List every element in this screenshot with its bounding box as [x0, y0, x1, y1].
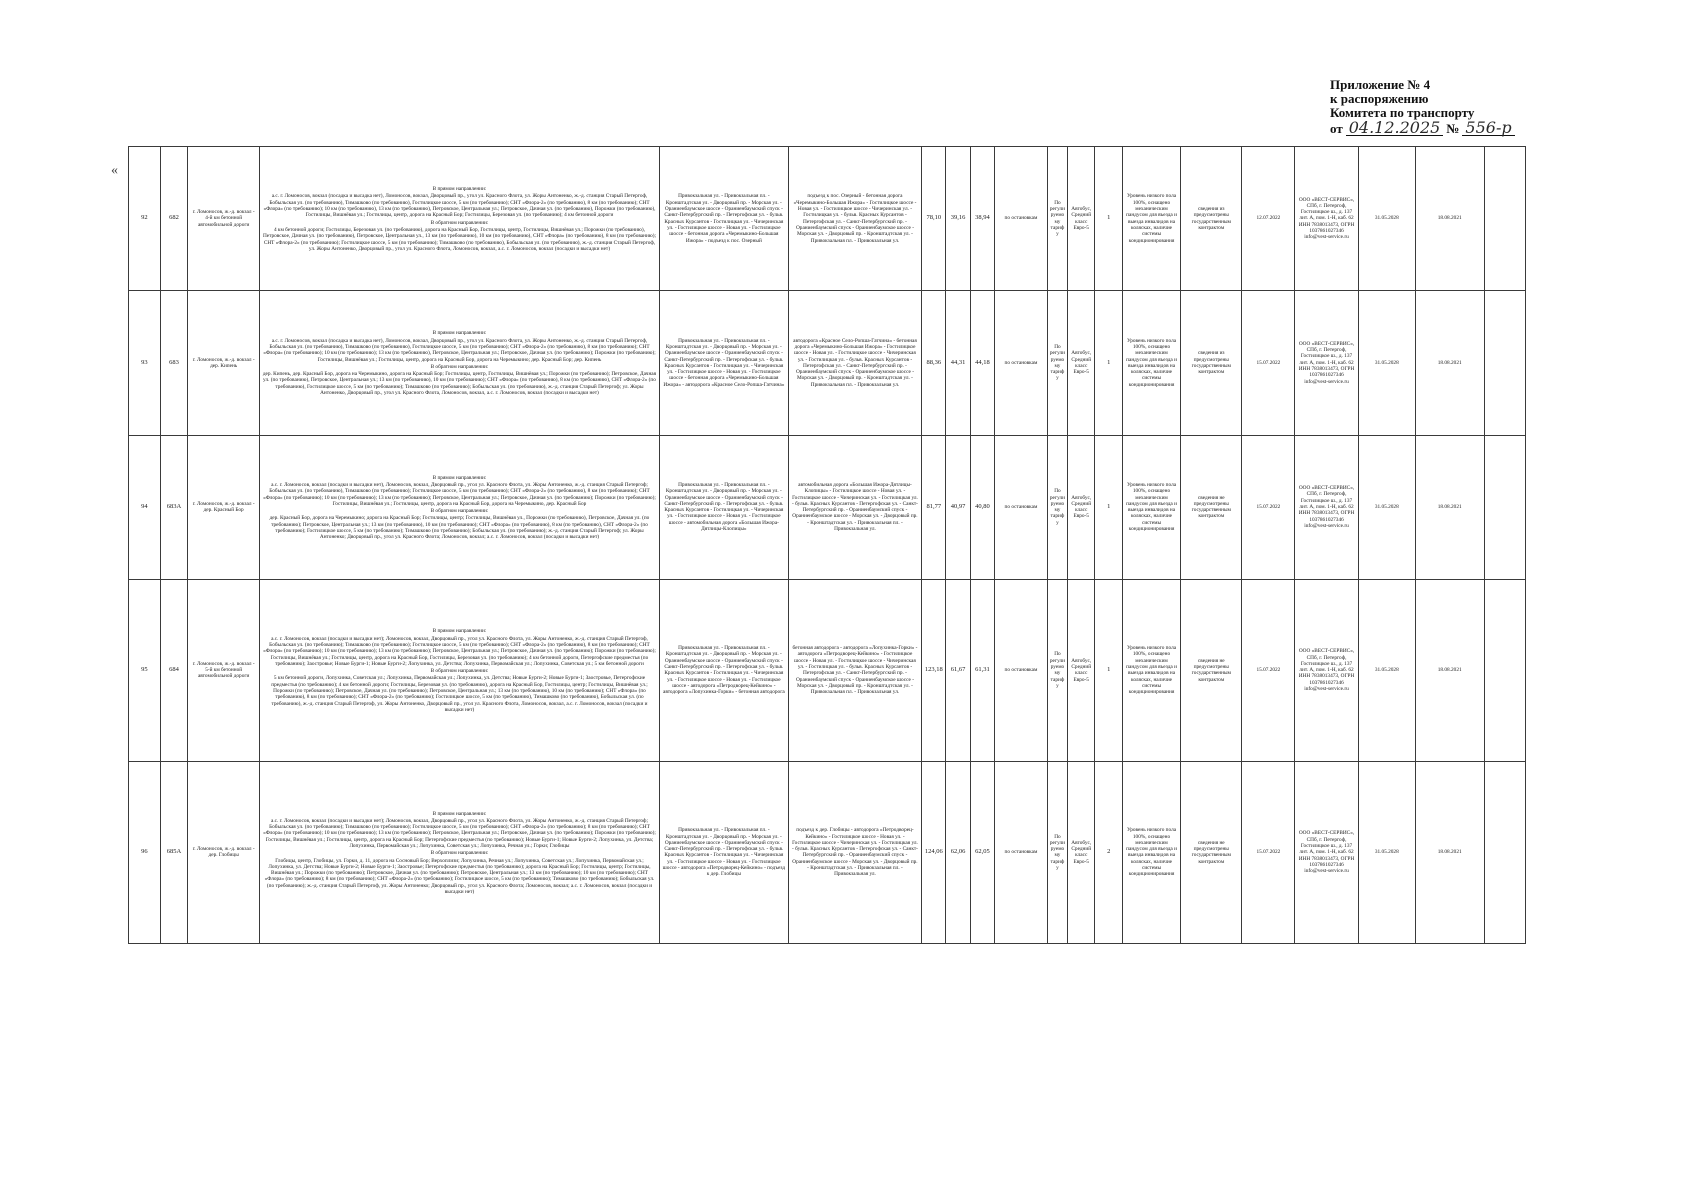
- cell-extra: [1484, 147, 1525, 291]
- reverse-stops: дер. Красный Бор, дорога на Черемыкино; дорога на Красный Бор; Гостилицы, центр; Гостилицы, Вишнёвая ул., Порожки (по требованию), Петровское, Дачная ул. (по требованию); Петровское, Центральная ул.; 13 км (по требованию), 10 км (по требованию); СНТ «Флора» (по требованию), 8 км (по требованию), СНТ «Флора-2» (по требованию); Гостилицкое шоссе, 5 км (по требованию); Тимашково (по требованию); Бобыльская ул. (по требованию); ж.-д. станция Старый Петергоф; ул. Жоры Антоненко; Дворцовый пр., угол ул. Красного Флота; Ломоносов, вокзал; а.с. г. Ломоносов, вокзал (посадки и высадки нет): [269, 515, 650, 541]
- cell-no: 92: [129, 147, 161, 291]
- cell-no: 96: [129, 761, 161, 943]
- routes-register-table: [128, 146, 1526, 944]
- cell-vehicle: Автобус, Средний класс Евро-5: [1067, 579, 1094, 761]
- cell-extra: [1484, 435, 1525, 579]
- cell-length-reverse: 38,94: [970, 147, 994, 291]
- forward-stops: а.с. г. Ломоносов, вокзал (посадки и высадки нет), Ломоносов, вокзал, Дворцовый пр., угол ул. Красного Флота, ул. Жоры Антоненко, ж.-д. станция Старый Петергоф; Бобыльская ул. (по требованию), Тимашково (по требованию); Гостилицкое шоссе, 5 км (по требованию); СНТ «Флора-2» (по требованию), 8 км (по требованию); СНТ «Флора» (по требованию); 10 км (по требованию); 13 км (по требованию); Петровское, Центральная ул.; Петровское, Дачная ул. (по требованию); Порожки (по требованию); Гостилицы, Вишнёвая ул.; Гостилицы, центр, дорога на Красный Бор, дорога на Черемыкино, дер. Красный Бор: [263, 481, 656, 507]
- forward-direction-label: В прямом направлении:: [432, 474, 487, 481]
- from-label: от: [1330, 121, 1343, 136]
- cell-route-date: 18.08.2021: [1415, 291, 1484, 435]
- cell-start-date: 15.07.2022: [1242, 579, 1295, 761]
- reverse-direction-label: В обратном направлении:: [430, 508, 489, 515]
- cell-carrier: ООО «ВЕСТ-СЕРВИС», СПб, г. Петергоф, Гостилицкое ш., д. 137 лит. А, пом. 1-Н, каб. 62 ИНН 7838013473, ОГРН 1037861027346 info@vest-service.ru: [1295, 147, 1358, 291]
- attachment-line-2: к распоряжению: [1330, 91, 1429, 106]
- cell-route-date: 18.08.2021: [1415, 761, 1484, 943]
- cell-stop-order: по остановкам: [995, 147, 1048, 291]
- forward-direction-label: В прямом направлении:: [432, 628, 487, 635]
- cell-carrier: ООО «ВЕСТ-СЕРВИС», СПб, г. Петергоф, Гостилицкое ш., д. 137 лит. А, пом. 1-Н, каб. 62 ИНН 7838013473, ОГРН 1037861027346 info@vest-service.ru: [1295, 291, 1358, 435]
- cell-stop-order: по остановкам: [995, 291, 1048, 435]
- table-row: [129, 147, 1526, 291]
- cell-characteristics: Уровень низкого пола 100%, оснащено механическим пандусом для въезда и выезда инвалидов на колясках, наличие системы кондиционирования: [1122, 579, 1180, 761]
- cell-length-total: 81,77: [922, 435, 946, 579]
- cell-streets-forward: Привокзальная ул. - Привокзальная пл. - Кронштадтская ул. - Дворцовый пр. - Морская ул. - Ораниенбаумское шоссе - Ораниенбаумский спуск - Санкт-Петербургский пр. - Петергофская ул. - бульв. Красных Курсантов - Гостилицкая ул. - Чичеринская ул. - Гостилицкое шоссе - Новая ул. - Гостилицкое шоссе - бетонная дорога «Черемыкино-Большая Ижора» - подъезд к пос. Озерный: [659, 147, 788, 291]
- cell-vehicle-count: 1: [1095, 291, 1122, 435]
- cell-contract-info: сведения из предусмотрены государственным контрактом: [1181, 291, 1242, 435]
- cell-route-date: 18.08.2021: [1415, 435, 1484, 579]
- cell-route-path: [260, 761, 660, 943]
- cell-carrier: ООО «ВЕСТ-СЕРВИС», СПб, г. Петергоф, Гостилицкое ш., д. 137 лит. А, пом. 1-Н, каб. 62 ИНН 7838013473, ОГРН 1037861027346 info@vest-service.ru: [1295, 579, 1358, 761]
- reverse-stops: дер. Кипень, дер. Красный Бор, дорога на Черемыкино, дорога на Красный Бор; Гостилицы, центр, Гостилицы, Вишнёвая ул.; Порожки (по требованию); Петровское, Дачная ул. (по требованию), Петровское, Центральная ул.; 13 км (по требованию), 10 км (по требованию); СНТ «Флора» (по требованию), 8 км (по требованию), СНТ «Флора-2» (по требованию), Гостилицкое шоссе, 5 км (по требованию); Тимашково (по требованию); Бобыльская ул. (по требованию), ж.-д. станция Старый Петергоф; ул. Жоры Антоненко, Дворцовый пр., угол ул. Красного Флота, Ломоносов, вокзал, а.с. г. Ломоносов, вокзал (посадки и высадки нет): [262, 371, 657, 397]
- cell-vehicle: Автобус, Средний класс Евро-5: [1067, 435, 1094, 579]
- cell-vehicle-count: 1: [1095, 147, 1122, 291]
- cell-vehicle: Автобус, Средний класс Евро-5: [1067, 761, 1094, 943]
- cell-route-name: г. Ломоносов, ж.-д. вокзал - 5-й км бетонной автомобильной дороги: [188, 579, 260, 761]
- cell-start-date: 15.07.2022: [1242, 291, 1295, 435]
- cell-length-forward: 39,16: [946, 147, 970, 291]
- reverse-direction-label: В обратном направлении:: [430, 850, 489, 857]
- cell-route-name: г. Ломоносов, ж.-д. вокзал - 4-й км бетонной автомобильной дороги: [188, 147, 260, 291]
- cell-route-path: [260, 579, 660, 761]
- cell-extra: [1484, 579, 1525, 761]
- cell-end-date: 31.05.2028: [1358, 579, 1415, 761]
- cell-carrier: ООО «ВЕСТ-СЕРВИС», СПб, г. Петергоф, Гостилицкое ш., д. 137 лит. А, пом. 1-Н, каб. 62 ИНН 7838013473, ОГРН 1037861027346 info@vest-service.ru: [1295, 435, 1358, 579]
- attachment-title: Приложение № 4: [1330, 77, 1431, 92]
- cell-route-number: 684: [160, 579, 187, 761]
- cell-route-number: 682: [160, 147, 187, 291]
- table-row: [129, 761, 1526, 943]
- reverse-direction-label: В обратном направлении:: [430, 219, 489, 226]
- cell-route-path: [260, 291, 660, 435]
- number-label: №: [1446, 121, 1460, 136]
- forward-stops: а.с. г. Ломоносов, вокзал (посадки и высадки нет); Ломоносов, вокзал, Дворцовый пр., угол ул. Красного Флота, ул. Жоры Антоненко, ж.-д. станция Старый Петергоф; Бобыльская ул. (по требованию); Тимашково (по требованию); Гостилицкое шоссе, 5 км (по требованию); СНТ «Флора-2» (по требованию); 8 км (по требованию); СНТ «Флора» (по требованию); 10 км (по требованию); 13 км (по требованию); Петровское, Центральная ул.; Петровское, Дачная ул. (по требованию); Порожки (по требованию); Гостилицы, Вишнёвая ул.; Гостилицы, центр, дорога на Красный Бор; Петергофские предместья (по требованию); Новые Бурги-1; Новые Бурги-2; Лопухинка, ул. Детства; Лопухинка, Первомайская ул.; Лопухинка, Советская ул.; Лопухинка, Речная ул.; Горки; Глобицы: [263, 817, 656, 849]
- cell-end-date: 31.05.2028: [1358, 761, 1415, 943]
- cell-extra: [1484, 761, 1525, 943]
- cell-vehicle-count: 1: [1095, 435, 1122, 579]
- cell-end-date: 31.05.2028: [1358, 147, 1415, 291]
- cell-extra: [1484, 291, 1525, 435]
- cell-route-date: 18.08.2021: [1415, 147, 1484, 291]
- cell-route-name: г. Ломоносов, ж.-д. вокзал - дер. Глобицы: [188, 761, 260, 943]
- cell-route-number: 683А: [160, 435, 187, 579]
- cell-start-date: 15.07.2022: [1242, 435, 1295, 579]
- cell-vehicle-count: 1: [1095, 579, 1122, 761]
- cell-characteristics: Уровень низкого пола 100%, оснащено механическим пандусом для въезда и выезда инвалидов на колясках, наличие системы кондиционирования: [1122, 435, 1180, 579]
- cell-tariff: По регулируемому тарифу: [1047, 761, 1067, 943]
- cell-contract-info: сведения не предусмотрены государственным контрактом: [1181, 761, 1242, 943]
- cell-route-date: 18.08.2021: [1415, 579, 1484, 761]
- cell-tariff: По регулируемому тарифу: [1047, 147, 1067, 291]
- reverse-stops: 4 км бетонной дороги; Гостилицы, Березовая ул. (по требованию), дорога на Красный Бор, Гостилицы, центр, Гостилицы, Вишнёвая ул.; Порожки (по требованию), Петровское, Дачная ул. (по требованию), Петровское, Центральная ул., 13 км (по требованию), 10 км (по требованию), СНТ «Флора» (по требованию), 8 км (по требованию); СНТ «Флора-2» (по требованию); Гостилицкое шоссе, 5 км (по требованию); Тимашково (по требованию), Бобыльская ул. (по требованию), ж.-д. станция Старый Петергоф, ул. Жоры Антоненко, Дворцовый пр., угол ул. Красного Флота, Ломоносов, вокзал, а.с. г. Ломоносов, вокзал (посадки и высадки нет): [262, 226, 656, 252]
- cell-length-total: 124,06: [922, 761, 946, 943]
- cell-start-date: 12.07.2022: [1242, 147, 1295, 291]
- cell-start-date: 15.07.2022: [1242, 761, 1295, 943]
- cell-streets-forward: Привокзальная ул. - Привокзальная пл. - Кронштадтская ул. - Дворцовый пр. - Морская ул. - Ораниенбаумское шоссе - Ораниенбаумский спуск - Санкт-Петербургский пр. - Петергофская ул. - бульв. Красных Курсантов - Гостилицкая ул. - Чичеринская ул. - Гостилицкое шоссе - Новая ул. - Гостилицкое шоссе - автомобильная дорога «Большая Ижора-Дятлицы-Клопицы»: [659, 435, 788, 579]
- forward-stops: а.с. г. Ломоносов, вокзал (посадка и высадка нет), Ломоносов, вокзал, Дворцовый пр., угол ул. Красного Флота, ул. Жоры Антоненко, ж.-д. станция Старый Петергоф, Бобыльская ул. (по требованию), Тимашково (по требованию), Гостилицкое шоссе, 5 км (по требованию); СНТ «Флора-2» (по требованию), 8 км (по требованию); СНТ «Флора» (по требованию); 10 км (по требованию); 13 км (по требованию), Петровское, Центральная ул.; Петровское, Дачная ул. (по требованию); Порожки (по требованию); Гостилицы, Вишнёвая ул.; Гостилицы, центр, дорога на Красный Бор, дорога на Черемыкино; дер. Красный Бор; дер. Кипень: [263, 337, 656, 363]
- cell-no: 93: [129, 291, 161, 435]
- table-row: [129, 579, 1526, 761]
- cell-length-forward: 61,67: [946, 579, 970, 761]
- cell-length-total: 123,18: [922, 579, 946, 761]
- cell-streets-forward: Привокзальная ул. - Привокзальная пл. - Кронштадтская ул. - Дворцовый пр. - Морская ул. - Ораниенбаумское шоссе - Ораниенбаумский спуск - Санкт-Петербургский пр. - Петергофская ул. - бульв. Красных Курсантов - Гостилицкая ул. - Чичеринская ул. - Гостилицкое шоссе - Новая ул. - Гостилицкое шоссе - автодорога «Петродворец-Кейкино» - подъезд к дер. Глобицы: [659, 761, 788, 943]
- cell-contract-info: сведения не предусмотрены государственным контрактом: [1181, 435, 1242, 579]
- reverse-direction-label: В обратном направлении:: [430, 668, 489, 675]
- table-row: [129, 291, 1526, 435]
- cell-streets-reverse: бетонная автодорога - автодорога «Лопухинка-Горки» - автодорога «Петродворец-Кейкино» - Гостилицкое шоссе - Новая ул. - Гостилицкое шоссе - Чичеринская ул. - Гостилицкая ул. - бульв. Красных Курсантов - Петергофская ул. - Санкт-Петербургский пр. - Ораниенбаумский спуск - Ораниенбаумское шоссе - Морская ул. - Дворцовый пр. - Кронштадтская ул. - Привокзальная пл. - Привокзальная ул.: [788, 579, 921, 761]
- cell-streets-reverse: подъезд к пос. Озерный - бетонная дорога «Черемыкино-Большая Ижора» - Гостилицкое шоссе - Новая ул. - Гостилицкое шоссе - Чичеринская ул. - Гостилицкая ул. - бульв. Красных Курсантов - Петергофская ул. - Санкт-Петербургский пр. - Ораниенбаумский спуск - Ораниенбаумское шоссе - Морская ул. - Дворцовый пр. - Кронштадтская ул. - Привокзальная пл. - Привокзальная ул.: [788, 147, 921, 291]
- cell-stop-order: по остановкам: [995, 761, 1048, 943]
- cell-route-path: [260, 147, 660, 291]
- cell-tariff: По регулируемому тарифу: [1047, 435, 1067, 579]
- cell-tariff: По регулируемому тарифу: [1047, 291, 1067, 435]
- cell-stop-order: по остановкам: [995, 579, 1048, 761]
- reverse-stops: Глобицы, центр, Глобицы, ул. Горки, д. 11, дорога на Сосновый Бор; Верхоплизи; Лопухинка, Речная ул.; Лопухинка, Советская ул.; Лопухинка, Первомайская ул.; Лопухинка, ул. Детства; Новые Бурги-2; Новые Бурги-1; Заостровье; Петергофские предместья (по требованию); дорога на Красный Бор; Гостилицы, центр; Гостилицы, Вишнёвая ул.; Порожки (по требованию); Петровское, Дачная ул. (по требованию); Петровское, Центральная ул.; 13 км (по требованию); 10 км (по требованию); СНТ «Флора» (по требованию); 8 км (по требованию); СНТ «Флора-2» (по требованию); Гостилицкое шоссе, 5 км (по требованию); Тимашково (по требованию); Бобыльская ул. (по требованию); ж.-д. станция Старый Петергоф, ул. Жоры Антоненко; Дворцовый пр., угол ул. Красного Флота; Ломоносов, вокзал; а.с. г. Ломоносов, вокзал (посадки и высадки нет): [264, 857, 655, 896]
- cell-route-name: г. Ломоносов, ж.-д. вокзал - дер. Красный Бор: [188, 435, 260, 579]
- cell-route-number: 683: [160, 291, 187, 435]
- forward-stops: а.с. г. Ломоносов, вокзал (посадки и высадки нет); Ломоносов, вокзал, Дворцовый пр., угол ул. Красного Флота, ул. Жоры Антоненко, ж.-д. станция Старый Петергоф, Бобыльская ул. (по требованию); Тимашково (по требованию); Гостилицкое шоссе, 5 км (по требованию); СНТ «Флора-2» (по требованию), 8 км (по требованию); СНТ «Флора» (по требованию); 10 км (по требованию); 13 км (по требованию); Петровское, Центральная ул.; Петровское, Дачная ул. (по требованию); Порожки (по требованию); Гостилицы, Вишнёвая ул.; Гостилицы, центр, дорога на Красный Бор, Гостилицы, Березовая ул. (по требованию); 4 км бетонной дороги, Петергофские предместья (по требованию); Заостровье; Новые Бурги-1; Новые Бурги-2; Лопухинка, ул. Детства; Лопухинка, Первомайская ул.; Лопухинка, Советская ул.; 5 км бетонной дороги: [263, 635, 656, 667]
- cell-carrier: ООО «ВЕСТ-СЕРВИС», СПб, г. Петергоф, Гостилицкое ш., д. 137 лит. А, пом. 1-Н, каб. 62 ИНН 7838013473, ОГРН 1037861027346 info@vest-service.ru: [1295, 761, 1358, 943]
- cell-length-reverse: 62,05: [970, 761, 994, 943]
- cell-length-forward: 40,97: [946, 435, 970, 579]
- forward-direction-label: В прямом направлении:: [432, 810, 487, 817]
- forward-direction-label: В прямом направлении:: [432, 186, 487, 193]
- margin-quote-mark: «: [111, 163, 118, 178]
- cell-no: 94: [129, 435, 161, 579]
- cell-vehicle-count: 2: [1095, 761, 1122, 943]
- cell-streets-reverse: автомобильная дорога «Большая Ижора-Дятлицы-Клопицы» - Гостилицкое шоссе - Новая ул. - Гостилицкое шоссе - Чичеринская ул. - Гостилицкая ул. - бульв. Красных Курсантов - Петергофская ул. - Санкт-Петербургский пр. - Ораниенбаумский спуск - Ораниенбаумское шоссе - Морская ул. - Дворцовый пр. - Кронштадтская ул. - Привокзальная пл. - Привокзальная ул.: [788, 435, 921, 579]
- forward-stops: а.с. г. Ломоносов, вокзал (посадка и высадка нет), Ломоносов, вокзал, Дворцовый пр., угол ул. Красного Флота, ул. Жоры Антоненко, ж.-д. станция Старый Петергоф, Бобыльская ул. (по требованию), Тимашково (по требованию), Гостилицкое шоссе, 5 км (по требованию); СНТ «Флора-2» (по требованию), 8 км (по требованию); СНТ «Флора» (по требованию); 10 км (по требованию), 13 км (по требованию), Петровское, Центральная ул.; Петровское, Дачная ул. (по требованию), Порожки (по требованию), Гостилицы, Вишнёвая ул.; Гостилицы, центр, дорога на Красный Бор; Гостилицы, Березовая ул. (по требованию); 4 км бетонной дороги: [263, 193, 656, 219]
- cell-end-date: 31.05.2028: [1358, 291, 1415, 435]
- cell-contract-info: сведения из предусмотрены государственным контрактом: [1181, 147, 1242, 291]
- cell-length-total: 78,10: [922, 147, 946, 291]
- cell-stop-order: по остановкам: [995, 435, 1048, 579]
- handwritten-number: 556-р: [1462, 120, 1514, 136]
- cell-no: 95: [129, 579, 161, 761]
- cell-length-reverse: 44,18: [970, 291, 994, 435]
- cell-streets-reverse: подъезд к дер. Глобицы - автодорога «Петродворец-Кейкино» - Гостилицкое шоссе - Новая ул. - Гостилицкое шоссе - Чичеринская ул. - Гостилицкая ул. - бульв. Красных Курсантов - Петергофская ул. - Санкт-Петербургский пр. - Ораниенбаумский спуск - Ораниенбаумское шоссе - Морская ул. - Дворцовый пр. - Кронштадтская ул. - Привокзальная пл. - Привокзальная ул.: [788, 761, 921, 943]
- reverse-direction-label: В обратном направлении:: [430, 363, 489, 370]
- reverse-stops: 5 км бетонной дороги, Лопухинка, Советская ул.; Лопухинка, Первомайская ул.; Лопухинка, ул. Детства; Новые Бурги-2; Новые Бурги-1; Заостровье, Петергофские предместья (по требованию); 4 км бетонной дороги; Гостилицы, Березовая ул. (по требованию), дорога на Красный Бор, Гостилицы, центр; Гостилицы, Вишнёвая ул.; Порожки (по требованию); Петровское, Дачная ул. (по требованию); Петровское, Центральная ул.; 13 км (по требованию), 10 км (по требованию); СНТ «Флора» (по требованию), 8 км (по требованию); СНТ «Флора-2» (по требованию); Гостилицкое шоссе, 5 км (по требованию), Тимашково (по требованию), Бобыльская ул. (по требованию), ж.-д. станция Старый Петергоф, ул. Жоры Антоненко, Дворцовый пр., угол ул. Красного Флота, Ломоносов, вокзал, а.с. г. Ломоносов, вокзал (посадки и высадки нет): [271, 675, 648, 713]
- cell-route-name: г. Ломоносов, ж.-д. вокзал - дер. Кипень: [188, 291, 260, 435]
- cell-vehicle: Автобус, Средний класс Евро-5: [1067, 291, 1094, 435]
- cell-contract-info: сведения не предусмотрены государственным контрактом: [1181, 579, 1242, 761]
- cell-length-reverse: 61,31: [970, 579, 994, 761]
- cell-vehicle: Автобус, Средний класс Евро-5: [1067, 147, 1094, 291]
- cell-length-reverse: 40,80: [970, 435, 994, 579]
- cell-end-date: 31.05.2028: [1358, 435, 1415, 579]
- cell-tariff: По регулируемому тарифу: [1047, 579, 1067, 761]
- attachment-line-3: Комитета по транспорту: [1330, 105, 1475, 120]
- cell-characteristics: Уровень низкого пола 100%, оснащено механическим пандусом для въезда и выезда инвалидов на колясках, наличие системы кондиционирования: [1122, 761, 1180, 943]
- handwritten-date: 04.12.2025: [1346, 120, 1444, 136]
- cell-characteristics: Уровень низкого пола 100%, оснащено механическим пандусом для въезда и выезда инвалидов на колясках, наличие системы кондиционирования: [1122, 291, 1180, 435]
- attachment-header: [1330, 78, 1660, 136]
- cell-characteristics: Уровень низкого пола 100%, оснащено механическим пандусом для въезда и выезда инвалидов на колясках, наличие системы кондиционирования: [1122, 147, 1180, 291]
- cell-streets-reverse: автодорога «Красное Село-Ропша-Гатчина» - бетонная дорога «Черемыкино-Большая Ижора» - Гостилицкое шоссе - Новая ул. - Гостилицкое шоссе - Чичеринская ул. - Гостилицкая ул. - бульв. Красных Курсантов - Петергофская ул. - Санкт-Петербургский пр. - Ораниенбаумский спуск - Ораниенбаумское шоссе - Морская ул. - Дворцовый пр. - Кронштадтская ул. - Привокзальная пл. - Привокзальная ул.: [788, 291, 921, 435]
- cell-length-forward: 62,06: [946, 761, 970, 943]
- cell-route-path: [260, 435, 660, 579]
- attachment-date-row: [1330, 120, 1660, 136]
- cell-streets-forward: Привокзальная ул. - Привокзальная пл. - Кронштадтская ул. - Дворцовый пр. - Морская ул. - Ораниенбаумское шоссе - Ораниенбаумский спуск - Санкт-Петербургский пр. - Петергофская ул. - бульв. Красных Курсантов - Гостилицкая ул. - Чичеринская ул. - Гостилицкое шоссе - Новая ул. - Гостилицкое шоссе - автодорога «Петродворец-Кейкино» - автодорога «Лопухинка-Горки» - бетонная автодорога: [659, 579, 788, 761]
- table-row: [129, 435, 1526, 579]
- cell-route-number: 685А: [160, 761, 187, 943]
- cell-streets-forward: Привокзальная ул. - Привокзальная пл. - Кронштадтская ул. - Дворцовый пр. - Морская ул. - Ораниенбаумское шоссе - Ораниенбаумский спуск - Санкт-Петербургский пр. - Петергофская ул. - бульв. Красных Курсантов - Гостилицкая ул. - Чичеринская ул. - Гостилицкое шоссе - Новая ул. - Гостилицкое шоссе - бетонная дорога «Черемыкино-Большая Ижора» - автодорога «Красное Село-Ропша-Гатчина»: [659, 291, 788, 435]
- cell-length-total: 88,36: [922, 291, 946, 435]
- forward-direction-label: В прямом направлении:: [432, 330, 487, 337]
- cell-length-forward: 44,31: [946, 291, 970, 435]
